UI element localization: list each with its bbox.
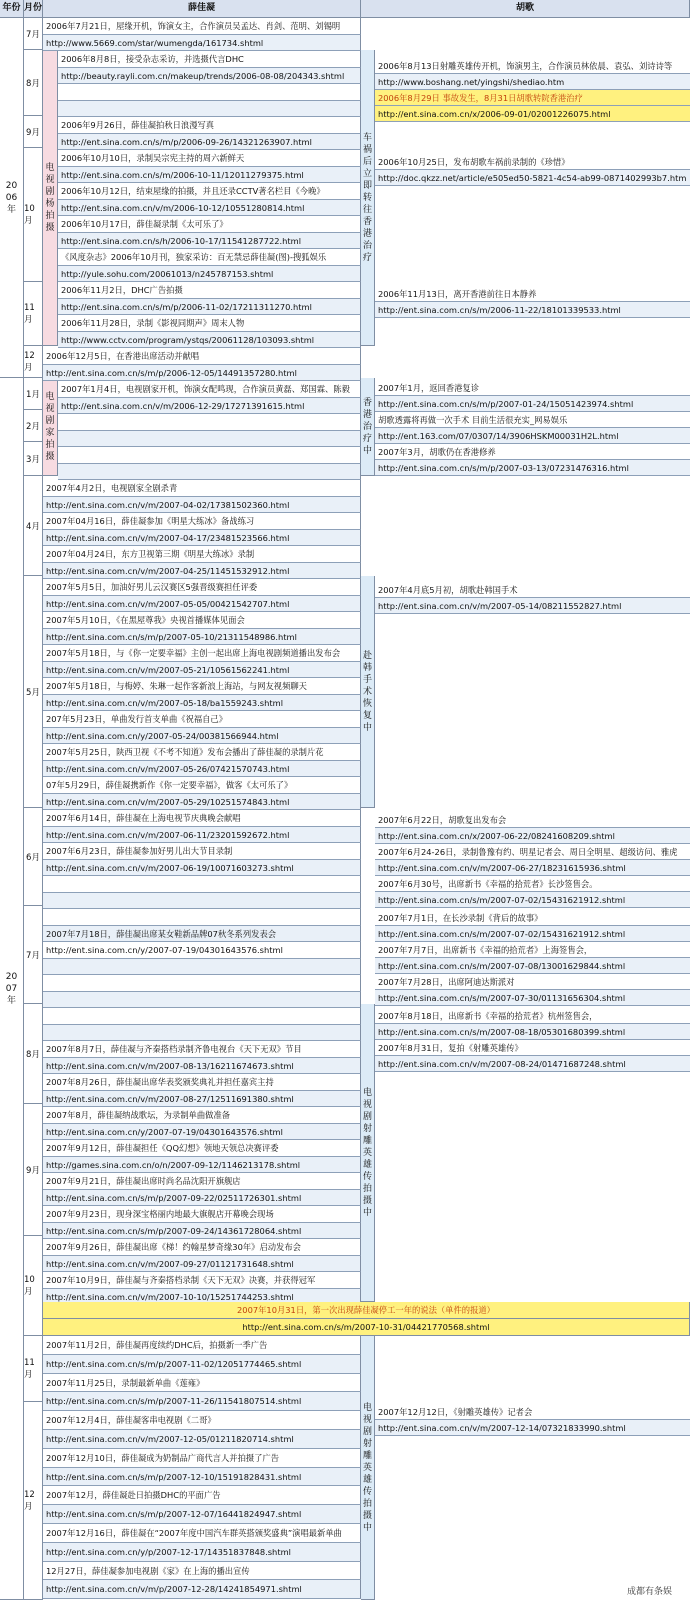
left-tail-row-12: 12月27日，薛佳凝参加电视剧《家》在上海的播出宣传 bbox=[43, 1562, 361, 1581]
right-column-header: 胡歌 bbox=[361, 0, 690, 18]
left-row-12: 2006年10月17日，薛佳凝录制《太可乐了》 bbox=[58, 216, 361, 233]
left-row-2: 2006年8月8日，接受杂志采访，并选摄代言DHC bbox=[58, 51, 361, 68]
highlight-link[interactable] bbox=[43, 1319, 690, 1336]
left-row-72: 2007年9月23日，现身深宝格丽内地最大旗舰店开幕晚会现场 bbox=[43, 1206, 361, 1223]
left-row-11[interactable]: http://ent.sina.com.cn/v/m/2006-10-12/10551280814.html bbox=[58, 200, 361, 217]
left-row-44: 2007年5月25日，陕西卫视《不考不知道》发布会播出了薛佳凝的录制片花 bbox=[43, 744, 361, 761]
right-row-33[interactable]: http://ent.sina.com.cn/v/m/2007-12-14/07321833990.shtml bbox=[375, 1420, 690, 1436]
month-2007-10: 10月 bbox=[24, 1236, 43, 1336]
right-row-29[interactable]: http://ent.sina.com.cn/s/m/2007-08-18/05301680399.shtml bbox=[375, 1024, 690, 1040]
left-row-76: 2007年10月9日，薛佳凝与齐秦搭档录制《天下无双》决赛，并获得冠军 bbox=[43, 1272, 361, 1289]
left-row-5 bbox=[58, 101, 361, 118]
right-row-12: 2007年3月，胡歌仍在香港修养 bbox=[375, 444, 690, 460]
left-row-40: 2007年5月18日，与梅婷、朱琳一起作客新浪上海站，与网友视频聊天 bbox=[43, 678, 361, 695]
right-row-32: 2007年12月12日，《射雕英雄传》记者会 bbox=[375, 1404, 690, 1420]
left-row-19[interactable]: http://www.cctv.com/program/ystqs/20061128/103093.shtml bbox=[58, 332, 361, 349]
right-row-19[interactable]: http://ent.sina.com.cn/v/m/2007-06-27/18231615936.shtml bbox=[375, 860, 690, 876]
left-tail-row-5[interactable]: http://ent.sina.com.cn/v/m/2007-12-05/01211820714.shtml bbox=[43, 1430, 361, 1449]
year-2007: 2007年 bbox=[0, 378, 24, 1600]
left-row-6: 2006年9月26日，薛佳凝拍秋日浪漫写真 bbox=[58, 117, 361, 134]
left-row-35[interactable]: http://ent.sina.com.cn/v/m/2007-05-05/00421542707.html bbox=[43, 596, 361, 613]
left-row-58 bbox=[43, 975, 361, 992]
month-2006-11: 11月 bbox=[24, 282, 43, 346]
right-row-30: 2007年8月31日，复拍《射雕英雄传》 bbox=[375, 1040, 690, 1056]
left-tail-row-0: 2007年11月2日，薛佳凝再度续约DHC后，拍摄新一季广告 bbox=[43, 1336, 361, 1355]
left-row-27 bbox=[58, 464, 361, 481]
left-row-9[interactable]: http://ent.sina.com.cn/s/m/2006-10-11/12011279375.html bbox=[58, 167, 361, 184]
right-side-note-2006: 车祸后立即转往香港治疗 bbox=[361, 50, 375, 346]
left-column-header: 薛佳凝 bbox=[43, 0, 361, 18]
month-2007-6: 6月 bbox=[24, 808, 43, 906]
left-row-57 bbox=[43, 959, 361, 976]
right-row-6: 2006年11月13日，离开香港前往日本静养 bbox=[375, 286, 690, 302]
left-row-15[interactable]: http://yule.sohu.com/20061013/n245787153.shtml bbox=[58, 266, 361, 283]
left-tail-row-11[interactable]: http://ent.sina.com.cn/y/p/2007-12-17/14351837848.shtml bbox=[43, 1543, 361, 1562]
left-tail-row-4: 2007年12月4日，薛佳凝客串电视剧《二哥》 bbox=[43, 1411, 361, 1430]
right-row-24: 2007年7月7日，出席新书《幸福的拾荒者》上海签售会， bbox=[375, 942, 690, 958]
left-tail-row-8: 2007年12月，薛佳凝赴日拍摄DHC的平面广告 bbox=[43, 1486, 361, 1505]
right-row-18: 2007年6月24-26日，录制鲁豫有约、明星记者会、周日全明星、超级访问、雅虎 bbox=[375, 844, 690, 860]
left-row-14: 《风度杂志》2006年10月刊，独家采访：百无禁忌薛佳凝(图)-搜狐娱乐 bbox=[58, 249, 361, 266]
left-tail-row-7[interactable]: http://ent.sina.com.cn/s/m/p/2007-12-10/15191828431.shtml bbox=[43, 1468, 361, 1487]
right-row-7[interactable]: http://ent.sina.com.cn/s/m/2006-11-22/18101339533.html bbox=[375, 302, 690, 318]
right-row-31[interactable]: http://ent.sina.com.cn/v/m/2007-08-24/01471687248.shtml bbox=[375, 1056, 690, 1072]
year-header: 年份 bbox=[0, 0, 24, 18]
left-row-56[interactable]: http://ent.sina.com.cn/y/2007-07-19/04301643576.shtml bbox=[43, 942, 361, 959]
year-2006: 2006年 bbox=[0, 18, 24, 378]
month-2007-2: 2月 bbox=[24, 410, 43, 442]
right-row-2: 2006年8月29日 事故发生，8月31日胡歌转院香港治疗 bbox=[375, 90, 690, 106]
left-row-34: 2007年5月5日，加油好男儿云汉赛区5强晋级赛担任评委 bbox=[43, 579, 361, 596]
right-side-note-2007-late: 电视剧射雕英雄传拍摄中 bbox=[361, 1004, 375, 1302]
month-2007-5: 5月 bbox=[24, 576, 43, 808]
month-2006-9: 9月 bbox=[24, 116, 43, 148]
right-row-16: 2007年6月22日，胡歌复出发布会 bbox=[375, 812, 690, 828]
left-tail-row-3[interactable]: http://ent.sina.com.cn/s/m/p/2007-11-26/11541807514.shtml bbox=[43, 1392, 361, 1411]
highlight-note bbox=[43, 1302, 690, 1319]
left-row-24 bbox=[58, 414, 361, 431]
right-row-28: 2007年8月18日，出席新书《幸福的拾荒者》杭州签售会， bbox=[375, 1008, 690, 1024]
right-row-11[interactable]: http://ent.163.com/07/0307/14/3906HSKM00031H2L.html bbox=[375, 428, 690, 444]
left-row-64: 2007年8月26日，薛佳凝出席华表奖颁奖典礼并担任嘉宾主持 bbox=[43, 1074, 361, 1091]
left-row-42: 207年5月23日，单曲发行首支单曲《祝福自己》 bbox=[43, 711, 361, 728]
month-2007-7: 7月 bbox=[24, 906, 43, 1004]
left-row-61 bbox=[43, 1025, 361, 1042]
left-row-65[interactable]: http://ent.sina.com.cn/v/m/2007-08-27/12511691380.shtml bbox=[43, 1091, 361, 1108]
left-row-47[interactable]: http://ent.sina.com.cn/v/m/2007-05-29/10251574843.html bbox=[43, 794, 361, 811]
right-row-17[interactable]: http://ent.sina.com.cn/x/2007-06-22/08241608209.shtml bbox=[375, 828, 690, 844]
watermark: 成都有条娱 bbox=[626, 1586, 672, 1596]
right-row-13[interactable]: http://ent.sina.com.cn/s/m/p/2007-03-13/07231476316.html bbox=[375, 460, 690, 476]
left-tail-row-1[interactable]: http://ent.sina.com.cn/s/m/p/2007-11-02/12051774465.shtml bbox=[43, 1355, 361, 1374]
left-row-26 bbox=[58, 447, 361, 464]
left-row-37[interactable]: http://ent.sina.com.cn/s/m/p/2007-05-10/21311548986.html bbox=[43, 629, 361, 646]
left-row-16: 2006年11月2日，DHC广告拍摄 bbox=[58, 282, 361, 299]
left-row-8: 2006年10月10日，录制吴宗宪主持的周六新鲜天 bbox=[58, 150, 361, 167]
left-row-33[interactable]: http://ent.sina.com.cn/v/m/2007-04-25/11451532912.html bbox=[43, 563, 361, 580]
left-row-25 bbox=[58, 431, 361, 448]
left-row-59 bbox=[43, 992, 361, 1009]
left-row-48: 2007年6月14日，薛佳凝在上海电视节庆典晚会献唱 bbox=[43, 810, 361, 827]
month-2006-8: 8月 bbox=[24, 50, 43, 116]
left-row-21[interactable]: http://ent.sina.com.cn/s/m/p/2006-12-05/14491357280.html bbox=[43, 365, 361, 382]
left-tail-row-9[interactable]: http://ent.sina.com.cn/s/m/p/2007-12-07/16441824947.shtml bbox=[43, 1505, 361, 1524]
left-row-73[interactable]: http://ent.sina.com.cn/s/m/p/2007-09-24/14361728064.shtml bbox=[43, 1223, 361, 1240]
month-2007-12: 12月 bbox=[24, 1402, 43, 1600]
left-row-45[interactable]: http://ent.sina.com.cn/v/m/2007-05-26/07421570743.html bbox=[43, 761, 361, 778]
right-row-15[interactable]: http://ent.sina.com.cn/v/m/2007-05-14/08211552827.html bbox=[375, 598, 690, 614]
left-row-55: 2007年7月18日，薛佳凝出席某女鞋新品牌07秋冬系列发表会 bbox=[43, 926, 361, 943]
month-2006-12: 12月 bbox=[24, 346, 43, 378]
left-row-52 bbox=[43, 876, 361, 893]
left-row-54 bbox=[43, 909, 361, 926]
left-row-38: 2007年5月18日，与《你一定要幸福》主创一起出席上海电视剧频道播出发布会 bbox=[43, 645, 361, 662]
month-2006-10: 10月 bbox=[24, 148, 43, 282]
left-row-28: 2007年4月2日，电视剧家全剧杀青 bbox=[43, 480, 361, 497]
right-row-25[interactable]: http://ent.sina.com.cn/s/m/2007-07-08/13001629844.shtml bbox=[375, 958, 690, 974]
month-2007-3: 3月 bbox=[24, 442, 43, 476]
right-row-14: 2007年4月底5月初，胡歌赴韩国手术 bbox=[375, 582, 690, 598]
left-row-31[interactable]: http://ent.sina.com.cn/v/m/2007-04-17/23481523566.html bbox=[43, 530, 361, 547]
left-row-51[interactable]: http://ent.sina.com.cn/v/m/2007-06-19/10071603273.shtml bbox=[43, 860, 361, 877]
left-row-63[interactable]: http://ent.sina.com.cn/v/m/2007-08-13/16211674673.shtml bbox=[43, 1058, 361, 1075]
left-row-30: 2007年04月16日，薛佳凝参加《明星大练冰》备战练习 bbox=[43, 513, 361, 530]
month-2007-4: 4月 bbox=[24, 476, 43, 576]
right-row-9[interactable]: http://ent.sina.com.cn/s/m/p/2007-01-24/15051423974.shtml bbox=[375, 396, 690, 412]
right-row-1[interactable]: http://www.boshang.net/yingshi/shediao.htm bbox=[375, 74, 690, 90]
left-row-50: 2007年6月23日，薛佳凝参加好男儿出大节目录制 bbox=[43, 843, 361, 860]
month-2007-11: 11月 bbox=[24, 1336, 43, 1402]
right-row-21[interactable]: http://ent.sina.com.cn/s/m/2007-07-02/15431621912.shtml bbox=[375, 892, 690, 908]
left-row-77[interactable]: http://ent.sina.com.cn/v/m/2007-10-10/15251744253.shtml bbox=[43, 1289, 361, 1306]
left-row-22: 2007年1月4日，电视剧家开机，饰演女配鸣现，合作演员黄磊、郑国霖、陈毅 bbox=[58, 381, 361, 398]
left-row-75[interactable]: http://ent.sina.com.cn/v/m/2007-09-27/01121731648.shtml bbox=[43, 1256, 361, 1273]
left-row-67[interactable]: http://ent.sina.com.cn/y/2007-07-19/04301643576.shtml bbox=[43, 1124, 361, 1141]
left-row-74: 2007年9月26日，薛佳凝出席《梯！约翰星梦奇缘30年》启动发布会 bbox=[43, 1239, 361, 1256]
right-side-note-2007-dec: 电视剧射雕英雄传拍摄中 bbox=[361, 1336, 375, 1600]
left-row-41[interactable]: http://ent.sina.com.cn/v/m/2007-05-18/ba1559243.shtml bbox=[43, 695, 361, 712]
left-tail-row-10: 2007年12月16日，薛佳凝在“2007年度中国汽车群英搭颁奖盛典”演唱最新单曲 bbox=[43, 1524, 361, 1543]
month-2006-7: 7月 bbox=[24, 18, 43, 50]
left-row-23[interactable]: http://ent.sina.com.cn/v/m/2006-12-29/17271391615.html bbox=[58, 398, 361, 415]
right-side-note-2007-mid: 赴韩手术恢复中 bbox=[361, 576, 375, 808]
left-row-17[interactable]: http://ent.sina.com.cn/s/m/p/2006-11-02/17211311270.html bbox=[58, 299, 361, 316]
right-side-note-2007-early: 香港治疗中 bbox=[361, 378, 375, 476]
left-row-3[interactable]: http://beauty.rayli.com.cn/makeup/trends/2006-08-08/204343.shtml bbox=[58, 68, 361, 85]
right-row-23[interactable]: http://ent.sina.com.cn/s/m/2007-07-02/15431621912.shtml bbox=[375, 926, 690, 942]
left-row-60 bbox=[43, 1008, 361, 1025]
left-row-49[interactable]: http://ent.sina.com.cn/v/m/2007-06-11/23201592672.html bbox=[43, 827, 361, 844]
right-row-27[interactable]: http://ent.sina.com.cn/s/m/2007-07-30/01131656304.shtml bbox=[375, 990, 690, 1006]
month-2007-9: 9月 bbox=[24, 1104, 43, 1236]
left-row-68: 2007年9月12日，薛佳凝担任《QQ幻想》领地天领总决赛评委 bbox=[43, 1140, 361, 1157]
left-row-43[interactable]: http://ent.sina.com.cn/y/2007-05-24/00381566944.html bbox=[43, 728, 361, 745]
left-row-39[interactable]: http://ent.sina.com.cn/v/m/2007-05-21/10561562241.html bbox=[43, 662, 361, 679]
month-2007-8: 8月 bbox=[24, 1004, 43, 1104]
left-row-69[interactable]: http://games.sina.com.cn/o/n/2007-09-12/1146213178.shtml bbox=[43, 1157, 361, 1174]
left-row-20: 2006年12月5日，在香港出席活动并献唱 bbox=[43, 348, 361, 365]
left-row-7[interactable]: http://ent.sina.com.cn/s/m/p/2006-09-26/14321263907.html bbox=[58, 134, 361, 151]
left-row-10: 2006年10月12日，结束屋缘的拍摄，并且还录CCTV著名栏目《今晚》 bbox=[58, 183, 361, 200]
left-row-1[interactable]: http://www.5669.com/star/wumengda/161734.shtml bbox=[43, 35, 361, 52]
left-row-70: 2007年9月21日，薛佳凝出席时尚名品沈阳开旗舰店 bbox=[43, 1173, 361, 1190]
highlight-text: 2007年10月31日，第一次出现薛佳凝停工一年的说法（单件的报道） bbox=[237, 1305, 495, 1315]
left-row-0: 2006年7月21日，屋缘开机，饰演女主，合作演员吴孟达、肖剑、范明、刘锡明 bbox=[43, 18, 361, 35]
left-tail-row-13[interactable]: http://ent.sina.com.cn/v/m/p/2007-12-28/14241854971.shtml bbox=[43, 1580, 361, 1599]
right-row-8: 2007年1月，返回香港复诊 bbox=[375, 380, 690, 396]
left-row-62: 2007年8月7日，薛佳凝与齐秦搭档录制齐鲁电视台《天下无双》节目 bbox=[43, 1041, 361, 1058]
left-side-note-2007-jan: 电视剧家拍摄 bbox=[43, 378, 58, 476]
right-row-20: 2007年6月30号，出席新书《幸福的拾荒者》长沙签售会。 bbox=[375, 876, 690, 892]
month-2007-1: 1月 bbox=[24, 378, 43, 410]
highlight-url[interactable]: http://ent.sina.com.cn/s/m/2007-10-31/04421770568.shtml bbox=[242, 1322, 490, 1332]
left-row-32: 2007年04月24日，东方卫视第三期《明星大练冰》录制 bbox=[43, 546, 361, 563]
right-row-3[interactable]: http://ent.sina.com.cn/x/2006-09-01/02001226075.html bbox=[375, 106, 690, 122]
right-row-5[interactable]: http://doc.qkzz.net/article/e505ed50-5821-4c54-ab99-0871402993b7.htm bbox=[375, 170, 690, 186]
left-row-66: 2007年8月，薛佳凝纳战歌坛，为录制单曲做准备 bbox=[43, 1107, 361, 1124]
right-row-0: 2006年8月13日射雕英雄传开机，饰演男主，合作演员林依晨、袁弘、刘诗诗等 bbox=[375, 58, 690, 74]
left-row-13[interactable]: http://ent.sina.com.cn/s/h/2006-10-17/11541287722.html bbox=[58, 233, 361, 250]
left-row-18: 2006年11月28日，录制《影视同期声》周末人物 bbox=[58, 315, 361, 332]
left-row-36: 2007年5月10日，《在黑屋尊我》央视首播媒体见面会 bbox=[43, 612, 361, 629]
left-row-4 bbox=[58, 84, 361, 101]
right-row-22: 2007年7月1日，在长沙录制《背后的故事》 bbox=[375, 910, 690, 926]
left-tail-row-6: 2007年12月10日，薛佳凝成为奶制品广商代言人并拍摄了广告 bbox=[43, 1449, 361, 1468]
left-side-note-2006: 电视剧杨拍摄 bbox=[43, 50, 58, 346]
left-row-46: 07年5月29日，薛佳凝携新作《你一定要幸福》，做客《太可乐了》 bbox=[43, 777, 361, 794]
left-row-29[interactable]: http://ent.sina.com.cn/v/m/2007-04-02/17381502360.html bbox=[43, 497, 361, 514]
right-row-4: 2006年10月25日，发布胡歌车祸前录制的《珍惜》 bbox=[375, 154, 690, 170]
left-row-71[interactable]: http://ent.sina.com.cn/s/m/p/2007-09-22/02511726301.shtml bbox=[43, 1190, 361, 1207]
right-row-26: 2007年7月28日，出席阿迪达斯派对 bbox=[375, 974, 690, 990]
left-row-53 bbox=[43, 893, 361, 910]
left-tail-row-2: 2007年11月25日，录制最新单曲《莲雍》 bbox=[43, 1374, 361, 1393]
month-header: 月份 bbox=[24, 0, 43, 18]
right-row-10: 胡歌透露将再做一次手术 目前生活很充实_网易娱乐 bbox=[375, 412, 690, 428]
